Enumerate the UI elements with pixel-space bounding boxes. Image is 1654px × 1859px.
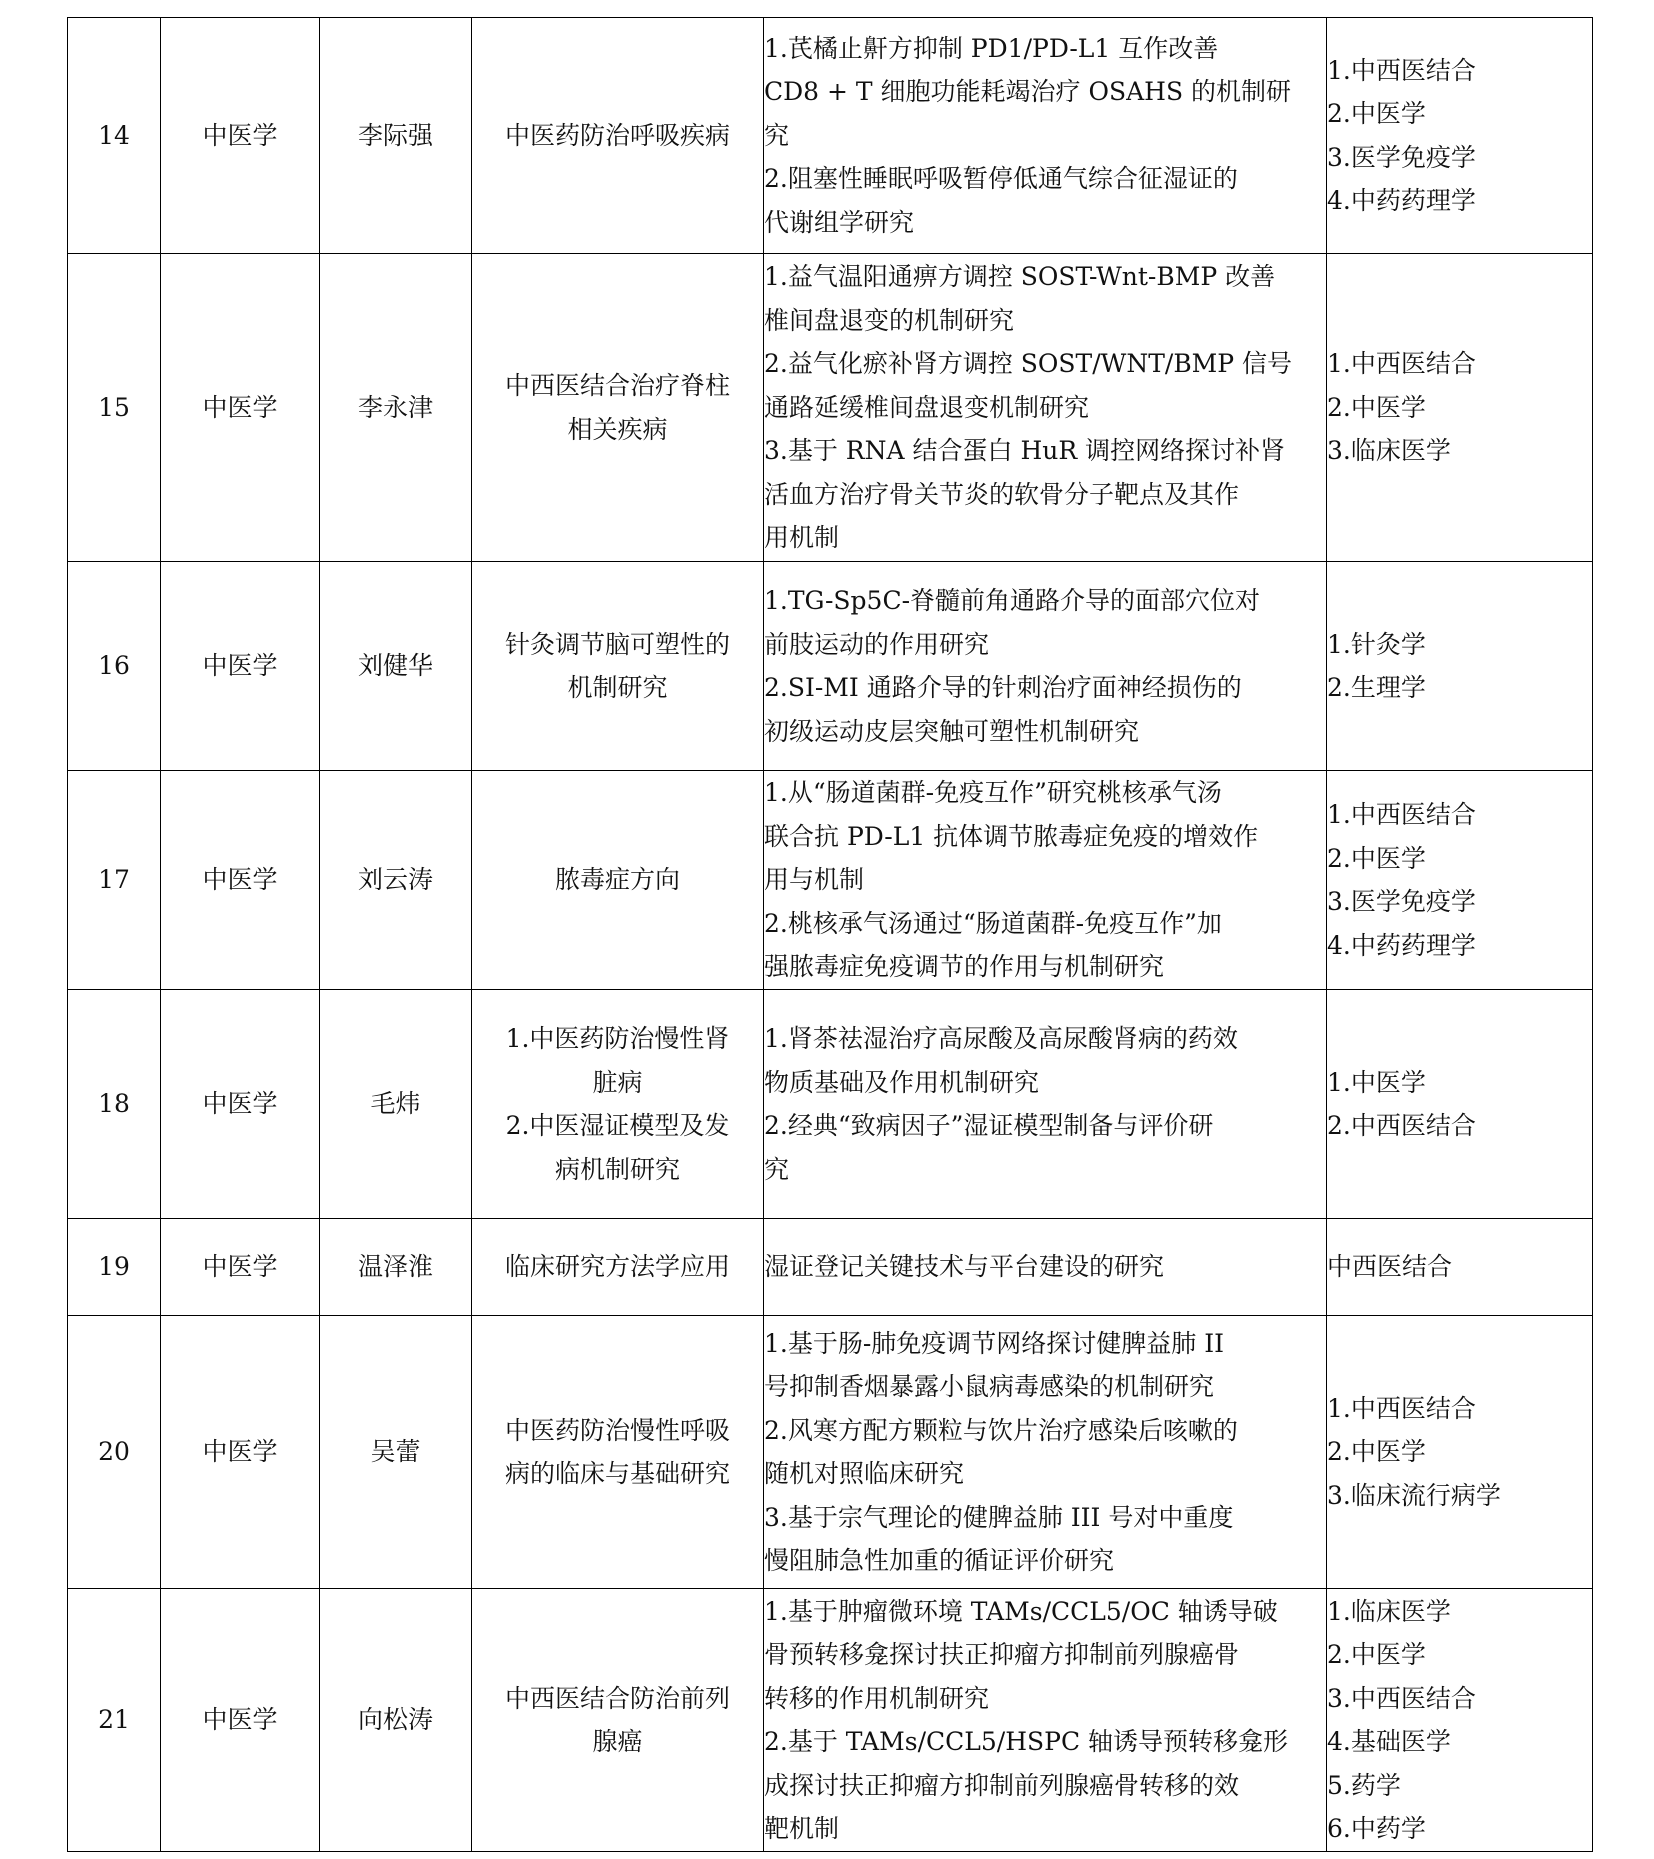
table-row: [68, 771, 1593, 990]
topic-line: 椎间盘退变的机制研究: [764, 305, 1015, 335]
table-row: [68, 18, 1593, 254]
subject-item: 2.中医学: [1327, 392, 1426, 422]
subject-item: 2.中医学: [1327, 843, 1426, 873]
subject-item: 5.药学: [1327, 1770, 1401, 1800]
major-cell: 中医学: [161, 1316, 320, 1589]
topic-line: 3.基于 RNA 结合蛋白 HuR 调控网络探讨补肾: [764, 436, 1286, 466]
research-topics: [764, 562, 1327, 771]
row-number: 18: [68, 990, 161, 1219]
subject-item: 2.中西医结合: [1327, 1111, 1476, 1140]
topic-line: 1.基于肠-肺免疫调节网络探讨健脾益肺 II: [764, 1328, 1224, 1358]
research-direction: [472, 562, 764, 771]
direction-line: 脓毒症方向: [554, 865, 680, 895]
topic-line: 1.TG-Sp5C-脊髓前角通路介导的面部穴位对: [764, 586, 1261, 615]
supervisor-name: 李际强: [320, 18, 472, 254]
major-cell: 中医学: [161, 254, 320, 562]
direction-line: 病的临床与基础研究: [504, 1459, 730, 1488]
major-cell: 中医学: [161, 771, 320, 990]
major-cell: 中医学: [161, 990, 320, 1219]
topic-line: 物质基础及作用机制研究: [764, 1067, 1040, 1097]
topic-line: 号抑制香烟暴露小鼠病毒感染的机制研究: [764, 1372, 1215, 1401]
research-topics: [764, 1316, 1327, 1589]
topic-line: 前肢运动的作用研究: [764, 629, 990, 659]
row-number: 15: [68, 254, 161, 562]
topic-line: 慢阻肺急性加重的循证评价研究: [764, 1546, 1115, 1575]
subject-item: 3.临床流行病学: [1327, 1480, 1501, 1510]
supervisor-table: [67, 17, 1593, 1852]
topic-line: 1.益气温阳通痹方调控 SOST-Wnt-BMP 改善: [764, 262, 1276, 292]
research-topics: [764, 1219, 1327, 1316]
table-row: [68, 1316, 1593, 1589]
research-direction: [472, 990, 764, 1219]
topic-line: 2.风寒方配方颗粒与饮片治疗感染后咳嗽的: [764, 1415, 1238, 1445]
research-direction: [472, 1316, 764, 1589]
table-row: [68, 1219, 1593, 1316]
subject-item: 1.中西医结合: [1327, 349, 1476, 379]
research-topics: [764, 990, 1327, 1219]
topic-line: CD8 + T 细胞功能耗竭治疗 OSAHS 的机制研: [764, 77, 1292, 107]
research-direction: [472, 771, 764, 990]
supervisor-name: 李永津: [320, 254, 472, 562]
subject-item: 6.中药学: [1327, 1814, 1426, 1843]
direction-line: 中医药防治呼吸疾病: [504, 120, 730, 150]
direction-line: 2.中医湿证模型及发: [505, 1111, 730, 1140]
topic-line: 初级运动皮层突触可塑性机制研究: [764, 716, 1140, 746]
table-row: [68, 990, 1593, 1219]
subject-item: 3.医学免疫学: [1327, 142, 1476, 172]
topic-line: 联合抗 PD-L1 抗体调节脓毒症免疫的增效作: [764, 821, 1259, 851]
subject-item: 1.中西医结合: [1327, 800, 1476, 829]
supervisor-name: 温泽淮: [320, 1219, 472, 1316]
direction-line: 针灸调节脑可塑性的: [504, 629, 730, 659]
topic-line: 转移的作用机制研究: [764, 1683, 990, 1713]
topic-line: 2.桃核承气汤通过“肠道菌群-免疫互作”加: [764, 908, 1222, 938]
topic-line: 1.基于肿瘤微环境 TAMs/CCL5/OC 轴诱导破: [764, 1596, 1278, 1626]
research-direction: [472, 254, 764, 562]
topic-line: 2.益气化瘀补肾方调控 SOST/WNT/BMP 信号: [764, 349, 1293, 379]
research-direction: [472, 1589, 764, 1852]
research-direction: [472, 1219, 764, 1316]
subject-item: 1.临床医学: [1327, 1596, 1451, 1626]
research-topics: [764, 1589, 1327, 1852]
topic-line: 1.芪橘止鼾方抑制 PD1/PD-L1 互作改善: [764, 33, 1219, 63]
row-number: 17: [68, 771, 161, 990]
topic-line: 靶机制: [764, 1814, 840, 1843]
topic-line: 2.SI-MI 通路介导的针刺治疗面神经损伤的: [764, 673, 1242, 702]
subject-list: [1327, 562, 1593, 771]
topic-line: 3.基于宗气理论的健脾益肺 III 号对中重度: [764, 1502, 1234, 1532]
supervisor-name: 刘健华: [320, 562, 472, 771]
supervisor-name: 吴蕾: [320, 1316, 472, 1589]
direction-line: 中西医结合治疗脊柱: [504, 371, 730, 400]
subject-list: [1327, 1589, 1593, 1852]
direction-line: 中医药防治慢性呼吸: [504, 1415, 730, 1445]
subject-item: 1.针灸学: [1327, 629, 1426, 659]
topic-line: 1.肾茶祛湿治疗高尿酸及高尿酸肾病的药效: [764, 1024, 1238, 1053]
subject-item: 3.医学免疫学: [1327, 887, 1476, 916]
subject-list: [1327, 771, 1593, 990]
major-cell: 中医学: [161, 1589, 320, 1852]
table-row: [68, 562, 1593, 771]
subject-item: 3.临床医学: [1327, 436, 1451, 466]
topic-line: 2.阻塞性睡眠呼吸暂停低通气综合征湿证的: [764, 164, 1238, 194]
topic-line: 究: [764, 120, 790, 150]
row-number: 20: [68, 1316, 161, 1589]
topic-line: 代谢组学研究: [764, 207, 915, 237]
topic-line: 活血方治疗骨关节炎的软骨分子靶点及其作: [764, 479, 1240, 509]
subject-item: 1.中西医结合: [1327, 1393, 1476, 1423]
row-number: 19: [68, 1219, 161, 1316]
topic-line: 用机制: [764, 523, 840, 553]
topic-line: 2.基于 TAMs/CCL5/HSPC 轴诱导预转移龛形: [764, 1727, 1289, 1756]
topic-line: 2.经典“致病因子”湿证模型制备与评价研: [764, 1111, 1214, 1140]
supervisor-name: 毛炜: [320, 990, 472, 1219]
subject-item: 4.中药药理学: [1327, 186, 1476, 215]
research-direction: [472, 18, 764, 254]
direction-line: 机制研究: [567, 673, 668, 702]
direction-line: 临床研究方法学应用: [504, 1252, 730, 1282]
research-topics: [764, 18, 1327, 254]
subject-item: 4.中药药理学: [1327, 930, 1476, 960]
subject-item: 4.基础医学: [1327, 1727, 1451, 1756]
row-number: 16: [68, 562, 161, 771]
direction-line: 脏病: [592, 1067, 643, 1097]
major-cell: 中医学: [161, 18, 320, 254]
topic-line: 究: [764, 1154, 790, 1184]
topic-line: 1.从“肠道菌群-免疫互作”研究桃核承气汤: [764, 778, 1222, 808]
subject-item: 1.中医学: [1327, 1067, 1426, 1097]
table-row: [68, 254, 1593, 562]
subject-list: [1327, 1219, 1593, 1316]
topic-line: 骨预转移龛探讨扶正抑瘤方抑制前列腺癌骨: [764, 1640, 1240, 1669]
subject-list: [1327, 1316, 1593, 1589]
subject-item: 2.中医学: [1327, 99, 1426, 128]
topic-line: 通路延缓椎间盘退变机制研究: [764, 392, 1090, 422]
subject-item: 1.中西医结合: [1327, 55, 1476, 85]
direction-line: 腺癌: [592, 1727, 643, 1756]
major-cell: 中医学: [161, 1219, 320, 1316]
supervisor-name: 向松涛: [320, 1589, 472, 1852]
subject-item: 中西医结合: [1327, 1252, 1453, 1282]
topic-line: 强脓毒症免疫调节的作用与机制研究: [764, 952, 1165, 982]
subject-list: [1327, 254, 1593, 562]
major-cell: 中医学: [161, 562, 320, 771]
subject-item: 2.中医学: [1327, 1437, 1426, 1467]
direction-line: 相关疾病: [567, 414, 668, 444]
research-topics: [764, 254, 1327, 562]
topic-line: 随机对照临床研究: [764, 1459, 965, 1488]
subject-list: [1327, 18, 1593, 254]
subject-list: [1327, 990, 1593, 1219]
subject-item: 3.中西医结合: [1327, 1683, 1476, 1713]
topic-line: 用与机制: [764, 865, 865, 895]
direction-line: 1.中医药防治慢性肾: [505, 1024, 730, 1053]
subject-item: 2.生理学: [1327, 673, 1426, 702]
row-number: 14: [68, 18, 161, 254]
subject-item: 2.中医学: [1327, 1640, 1426, 1669]
direction-line: 中西医结合防治前列: [504, 1683, 730, 1713]
topic-line: 湿证登记关键技术与平台建设的研究: [764, 1252, 1165, 1282]
row-number: 21: [68, 1589, 161, 1852]
supervisor-name: 刘云涛: [320, 771, 472, 990]
table-row: [68, 1589, 1593, 1852]
topic-line: 成探讨扶正抑瘤方抑制前列腺癌骨转移的效: [764, 1770, 1240, 1800]
direction-line: 病机制研究: [554, 1154, 680, 1184]
research-topics: [764, 771, 1327, 990]
